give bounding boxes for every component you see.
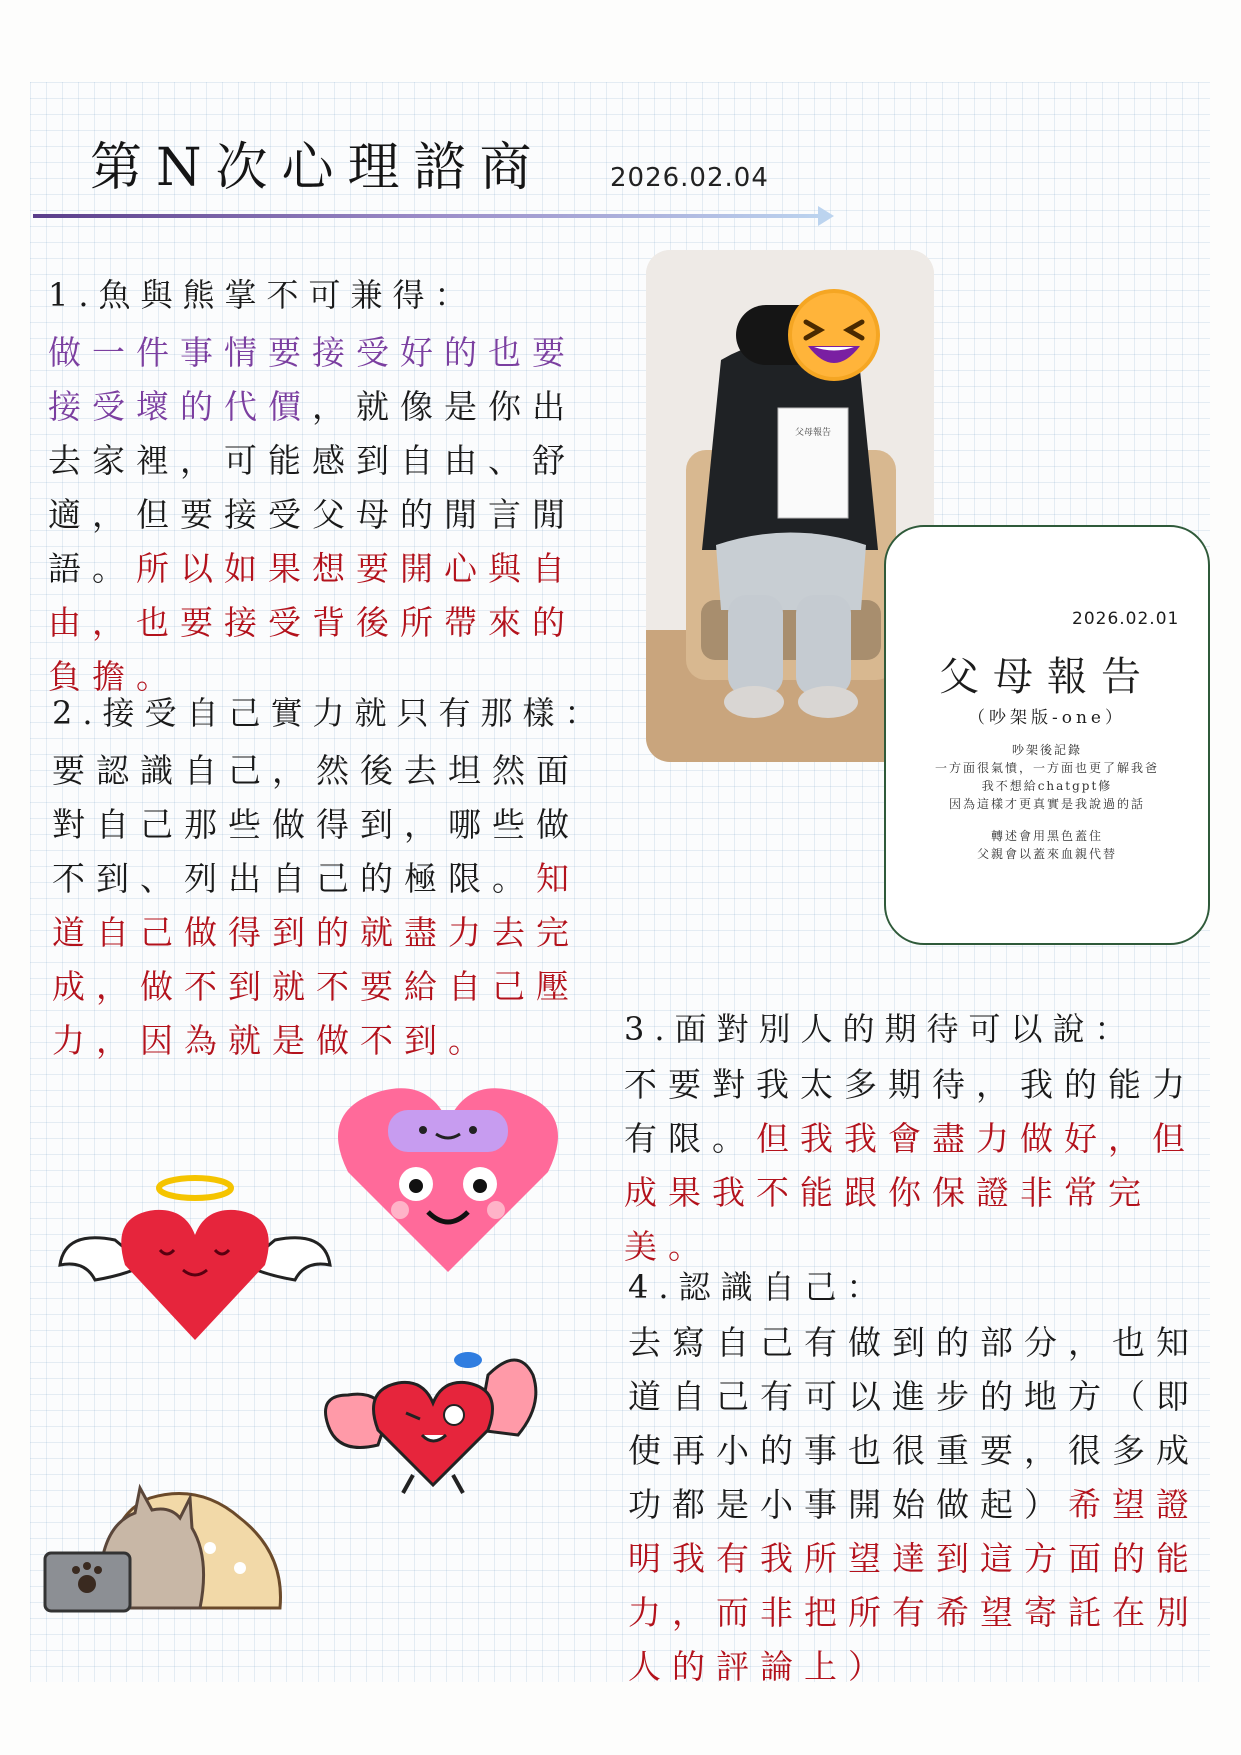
section-2-heading: 2.接受自己實力就只有那樣： xyxy=(52,694,607,732)
title-underline xyxy=(33,214,823,218)
page-title: 第N次心理諮商 xyxy=(90,138,546,198)
section-4 xyxy=(628,1262,1208,1694)
underline-arrow-icon xyxy=(818,206,834,226)
section-3-body xyxy=(624,1058,1206,1274)
report-line: 我不想給chatgpt修 xyxy=(981,779,1113,793)
section-3-red-text: 但我我會盡力做好，但成果我不能跟你保證非常完美。 xyxy=(624,1119,1196,1266)
bandaged-heart-icon xyxy=(318,1072,578,1282)
section-1 xyxy=(48,270,618,704)
section-3-black-text: 不要對我太多期待，我的能力有限。 xyxy=(624,1065,1196,1158)
section-1-black-text: ，就像是你出去家裡，可能感到自由、舒適，但要接受父母的閒言閒語。 xyxy=(48,387,576,588)
report-title: 父母報告 xyxy=(939,654,1155,700)
report-line: 一方面很氣憤，一方面也更了解我爸 xyxy=(934,761,1159,775)
report-subtitle: （吵架版-one） xyxy=(968,708,1126,728)
section-2-body xyxy=(52,744,618,1068)
section-3-heading: 3.面對別人的期待可以說： xyxy=(624,1010,1137,1048)
section-2 xyxy=(52,688,618,1068)
report-line: 吵架後記錄 xyxy=(1011,743,1082,757)
muscle-heart-icon xyxy=(318,1335,548,1495)
angel-heart-icon xyxy=(55,1170,335,1350)
report-date: 2026.02.01 xyxy=(1072,609,1180,629)
cat-laptop-icon xyxy=(40,1458,300,1618)
photo-report-title: 父母報告 xyxy=(794,428,832,438)
report-line: 轉述會用黑色蓋住 xyxy=(990,829,1103,843)
section-4-body xyxy=(628,1316,1208,1694)
section-1-purple-text: 做一件事情要接受好的也要接受壞的代價 xyxy=(48,333,576,426)
section-3 xyxy=(624,1004,1206,1274)
report-card xyxy=(884,525,1210,945)
section-4-red-text: 希望證明我有我所望達到這方面的能力，而非把所有希望寄託在別人的評論上） xyxy=(628,1485,1200,1686)
report-line: 父親會以蓋來血親代替 xyxy=(976,847,1117,861)
section-4-heading: 4.認識自己： xyxy=(628,1268,889,1306)
section-4-black-text: 去寫自己有做到的部分，也知道自己有可以進步的地方（即使再小的事也很重要，很多成功都是小事開始做起） xyxy=(628,1323,1200,1524)
section-1-body xyxy=(48,326,618,704)
section-1-heading: 1.魚與熊掌不可兼得： xyxy=(48,276,477,314)
section-2-black-text: 要認識自己，然後去坦然面對自己那些做得到，哪些做不到、列出自己的極限。 xyxy=(52,751,580,898)
laughing-emoji-icon xyxy=(788,289,880,381)
section-2-red-text: 知道自己做得到的就盡力去完成，做不到就不要給自己壓力，因為就是做不到。 xyxy=(52,859,580,1060)
page-date: 2026.02.04 xyxy=(610,163,769,193)
report-line: 因為這樣才更真實是我說過的話 xyxy=(948,797,1145,811)
section-1-red-text: 所以如果想要開心與自由，也要接受背後所帶來的負擔。 xyxy=(48,549,576,696)
